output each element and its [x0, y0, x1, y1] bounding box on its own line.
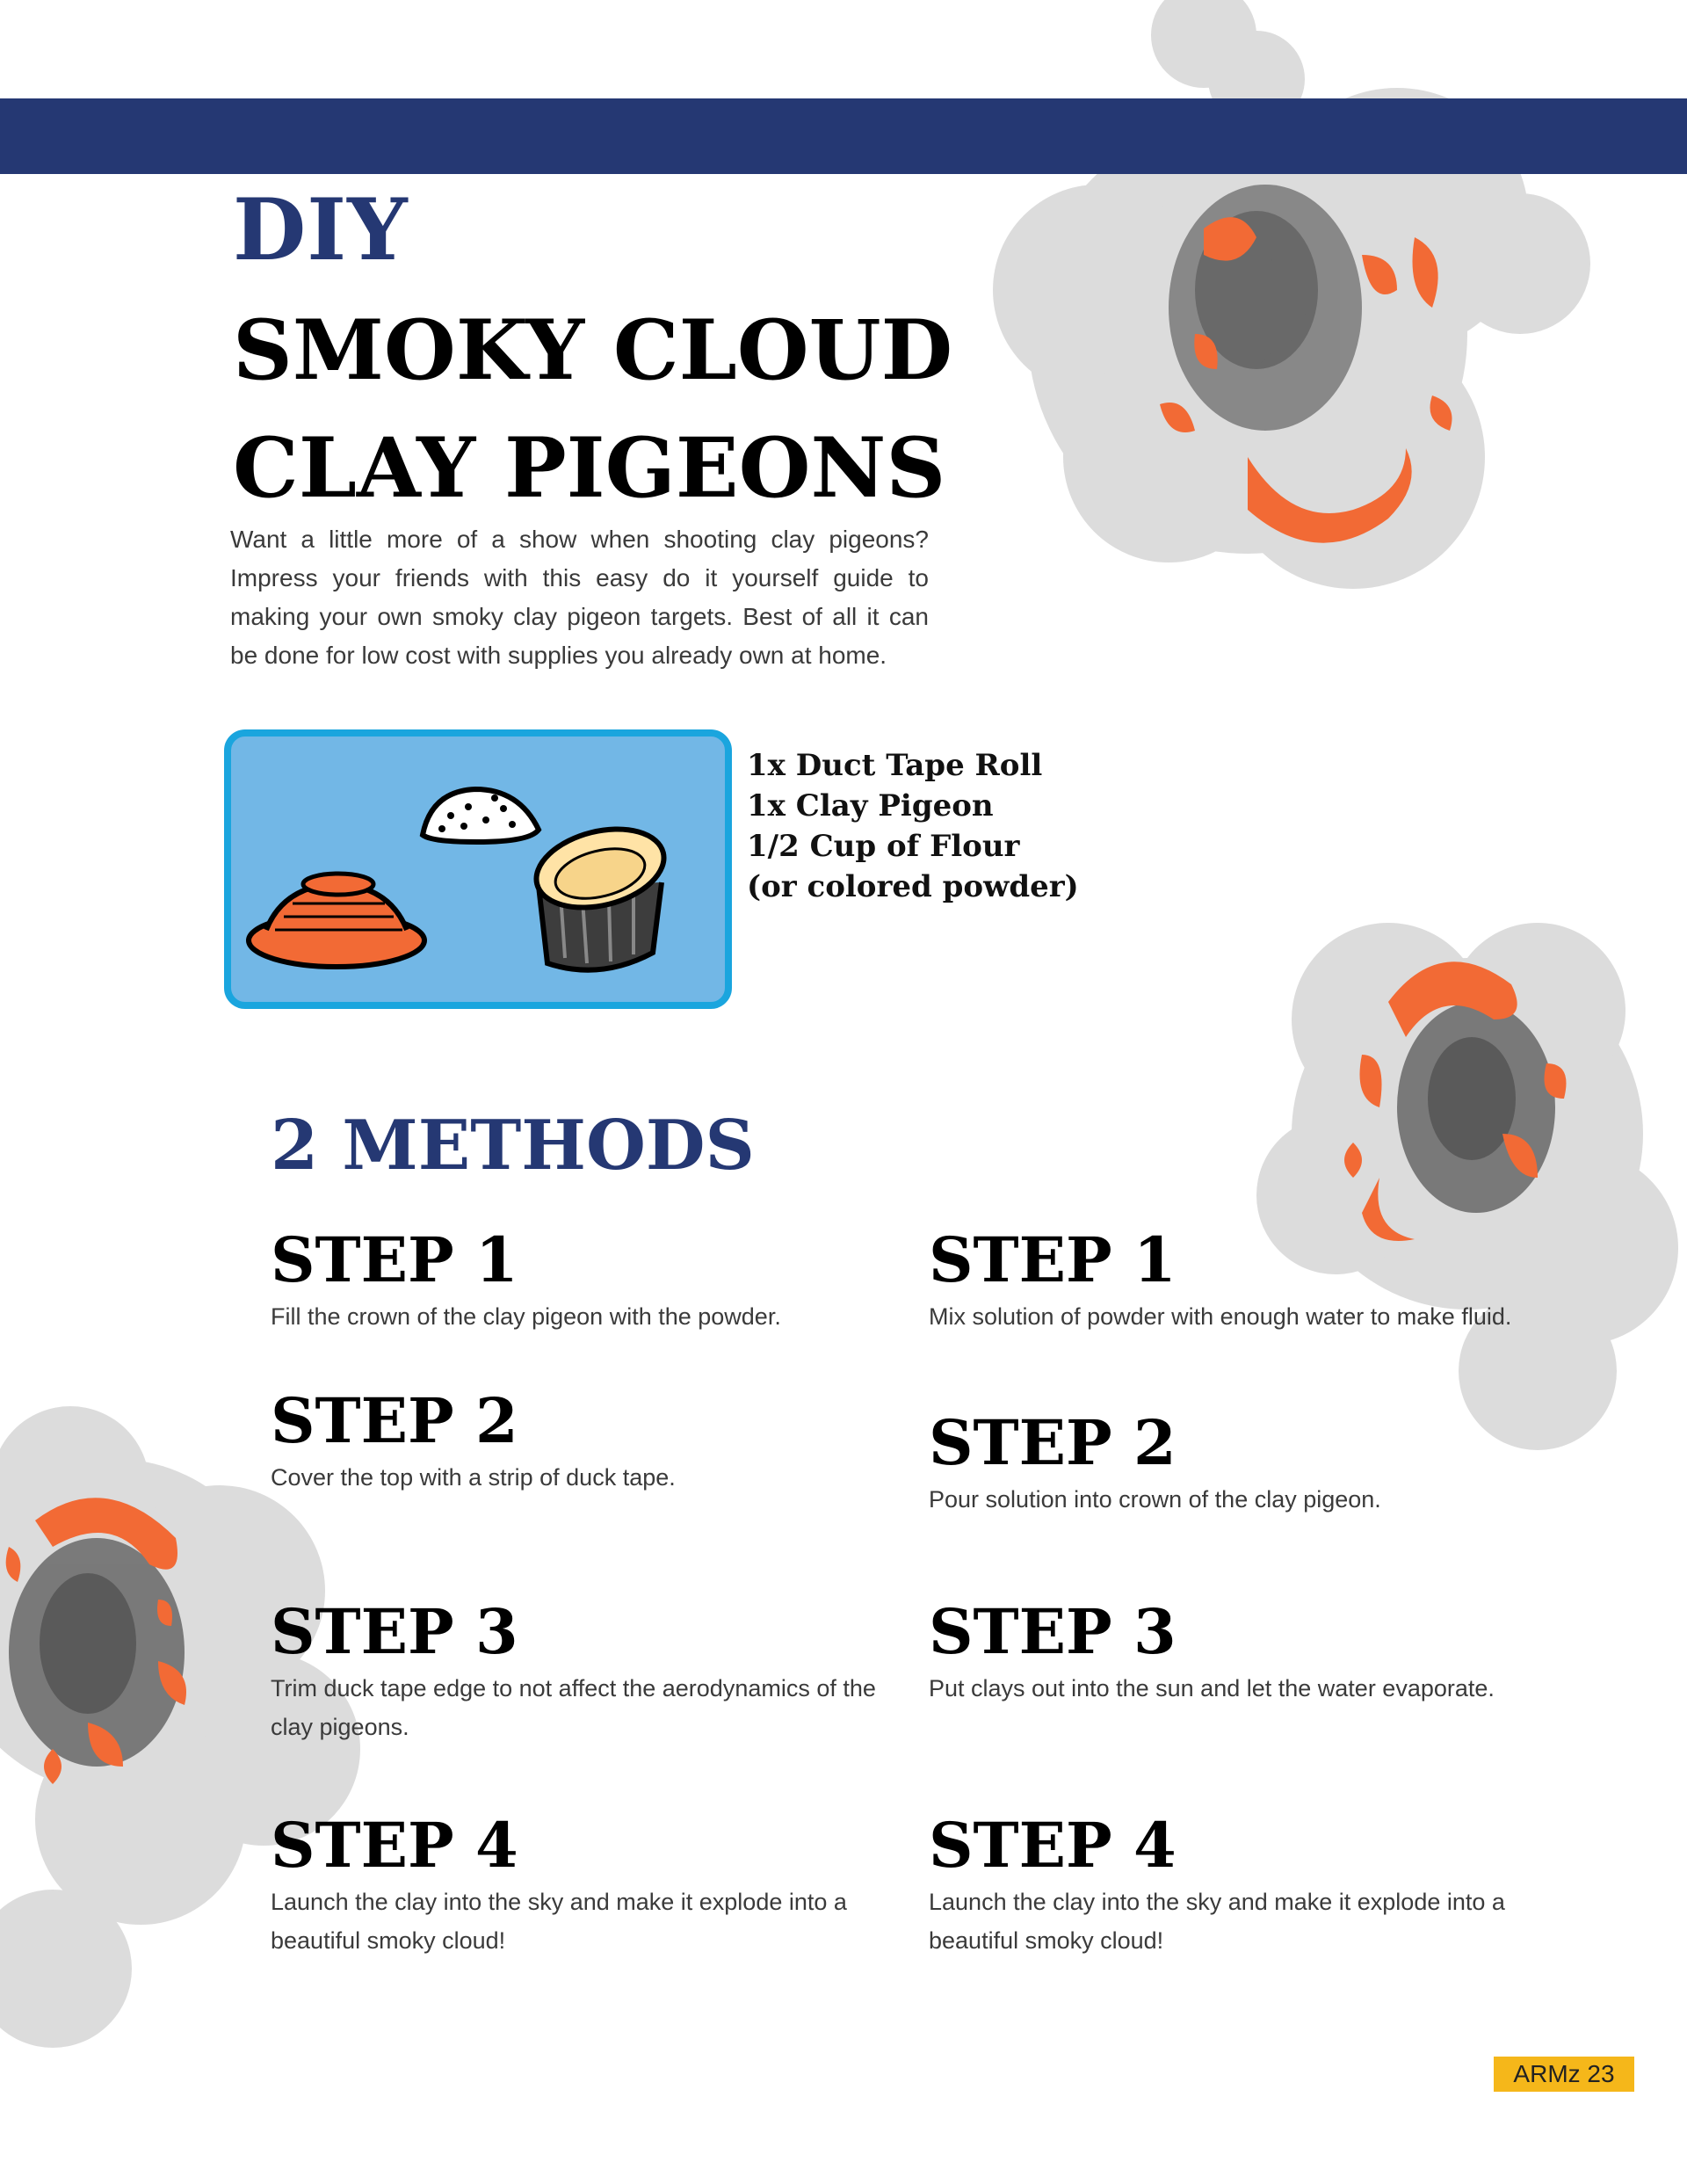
method2-step2 [929, 1406, 1544, 1519]
supply-item: 1/2 Cup of Flour [747, 829, 1020, 864]
supply-item: 1x Clay Pigeon [747, 788, 994, 824]
step-text: Launch the clay into the sky and make it explode into a beautiful smoky cloud! [929, 1889, 1505, 1954]
supplies-list [747, 745, 1079, 907]
title-line-1: SMOKY CLOUD [233, 302, 953, 399]
method1-step2 [271, 1384, 886, 1497]
step-title: STEP 4 [929, 1809, 1177, 1882]
step-text: Launch the clay into the sky and make it explode into a beautiful smoky cloud! [271, 1889, 847, 1954]
method1-step1 [271, 1223, 886, 1336]
title-line-2: CLAY PIGEONS [233, 420, 946, 517]
header-bar [0, 98, 1687, 174]
method2-step3 [929, 1595, 1544, 1708]
supplies-illustration [224, 729, 732, 1009]
method2-step1 [929, 1223, 1544, 1336]
flour-pile-icon [423, 789, 539, 842]
page-number-badge: ARMz 23 [1494, 2057, 1634, 2092]
duct-tape-roll-icon [528, 816, 672, 969]
methods-heading: 2 METHODS [271, 1106, 755, 1186]
method2-step4 [929, 1809, 1544, 1960]
step-text: Pour solution into crown of the clay pigeon. [929, 1486, 1381, 1513]
smoke-explosion-mid-right [1248, 879, 1687, 1450]
step-title: STEP 3 [929, 1595, 1177, 1668]
article-title [233, 292, 952, 527]
step-text: Mix solution of powder with enough water to make fluid. [929, 1303, 1512, 1330]
clay-pigeon-icon [249, 874, 424, 967]
step-text: Cover the top with a strip of duck tape. [271, 1464, 676, 1491]
method1-step3 [271, 1595, 886, 1746]
step-title: STEP 3 [271, 1595, 518, 1668]
supply-item: 1x Duct Tape Roll [747, 748, 1043, 783]
step-text: Fill the crown of the clay pigeon with the powder. [271, 1303, 781, 1330]
step-title: STEP 2 [929, 1406, 1177, 1479]
step-title: STEP 1 [929, 1223, 1177, 1296]
step-title: STEP 2 [271, 1384, 518, 1457]
smoke-explosion-top-right [993, 0, 1687, 598]
method1-step4 [271, 1809, 886, 1960]
step-text: Put clays out into the sun and let the water evaporate. [929, 1675, 1495, 1701]
supply-item: (or colored powder) [747, 869, 1079, 904]
step-title: STEP 4 [271, 1809, 518, 1882]
step-title: STEP 1 [271, 1223, 518, 1296]
intro-paragraph: Want a little more of a show when shooting clay pigeons? Impress your friends with this easy do it yourself guide to making your own smoky clay pigeon targets. Best of all it can be done for low cost with supplies you already own at home. [230, 526, 929, 669]
kicker-diy: DIY [233, 180, 409, 279]
step-text: Trim duck tape edge to not affect the aerodynamics of the clay pigeons. [271, 1675, 876, 1740]
